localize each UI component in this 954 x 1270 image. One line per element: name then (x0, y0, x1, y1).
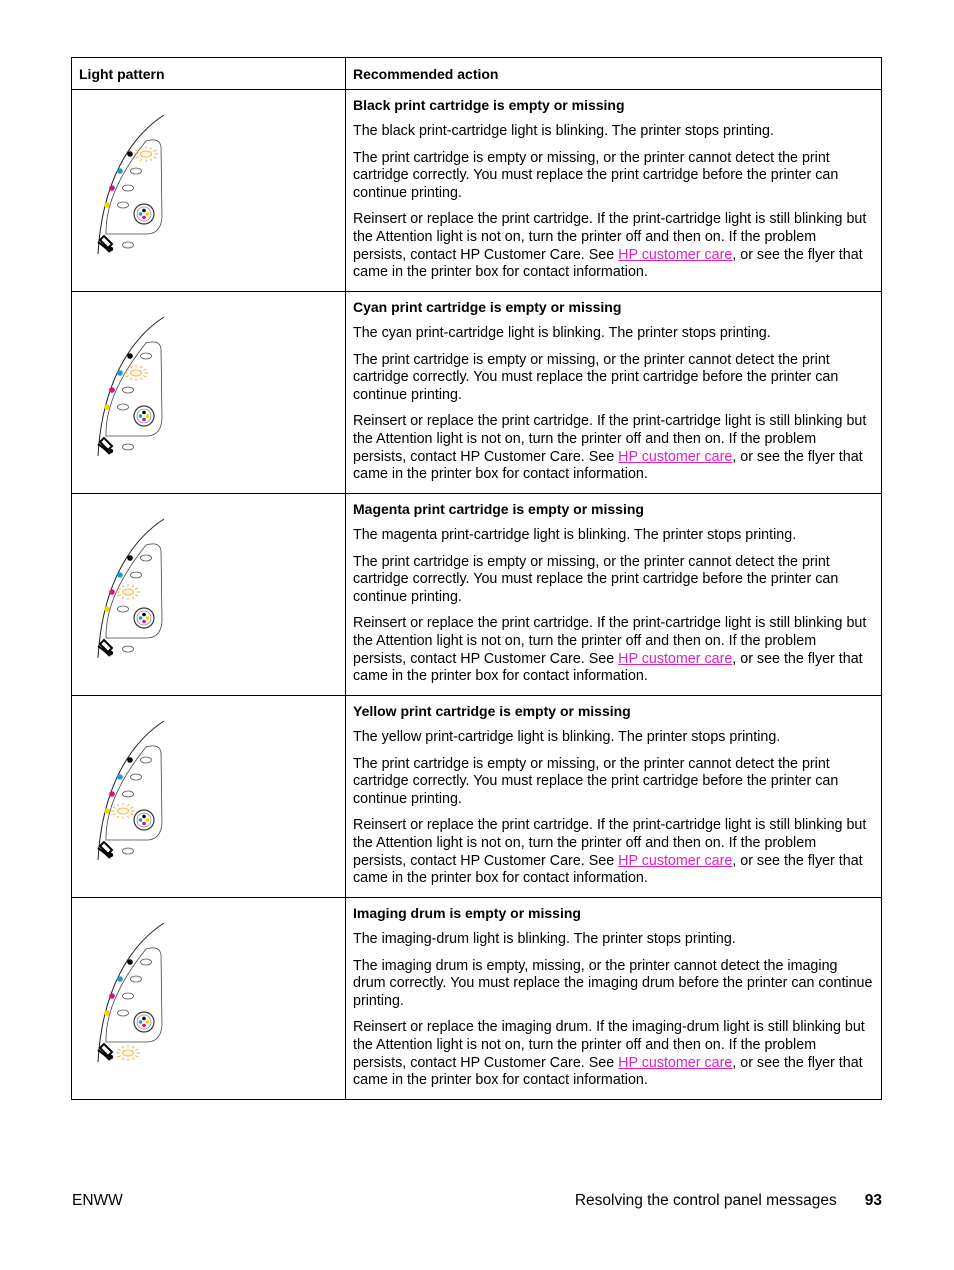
cyan-cartridge-light (131, 168, 142, 174)
condition-description: The black print-cartridge light is blinking. The printer stops printing. (353, 123, 774, 139)
yellow-dot-icon (104, 1010, 110, 1016)
remedy-text: Reinsert or replace the print cartridge. If the print-cartridge light is still blinking but the Attention light is not on, turn the printer off and then on. If the problem persists, contact HP Customer Care. See (353, 211, 867, 263)
condition-title: Magenta print cartridge is empty or missing (353, 501, 644, 517)
yellow-dot-icon (104, 202, 110, 208)
cyan-dot-icon (117, 168, 123, 174)
condition-explanation: The imaging drum is empty, missing, or the printer cannot detect the imaging drum correctly. You must replace the imaging drum before the printer can continue printing. (353, 957, 873, 1009)
black-dot-icon (127, 959, 133, 965)
remedy-text-end: , or see the flyer that came in the printer box for contact information. (353, 246, 863, 281)
cyan-cartridge-light (131, 976, 142, 982)
condition-remedy (353, 817, 873, 887)
light-pattern-cell (72, 90, 346, 292)
cyan-cartridge-light (131, 774, 142, 780)
condition-remedy (353, 413, 873, 483)
magenta-cartridge-light (123, 791, 134, 797)
color-cartridge-button-icon (134, 406, 154, 426)
control-panel-illustration (90, 718, 200, 868)
light-pattern-cell (72, 292, 346, 494)
footer-section: Resolving the control panel messages (574, 1192, 837, 1209)
color-cartridge-button-icon (134, 810, 154, 830)
black-dot-icon (127, 151, 133, 157)
recommended-action-cell (346, 90, 882, 292)
magenta-cartridge-light (123, 185, 134, 191)
yellow-cartridge-light (118, 404, 129, 410)
imaging-drum-icon (98, 1044, 113, 1060)
hp-customer-care-link[interactable]: HP customer care (618, 852, 733, 869)
color-cartridge-button-icon (134, 608, 154, 628)
black-cartridge-light (141, 353, 152, 359)
condition-explanation: The print cartridge is empty or missing, or the printer cannot detect the print cartridge correctly. You must replace the print cartridge before the printer can continue printing. (353, 351, 839, 403)
color-cartridge-button-icon (134, 204, 154, 224)
condition-explanation: The print cartridge is empty or missing, or the printer cannot detect the print cartridge correctly. You must replace the print cartridge before the printer can continue printing. (353, 755, 839, 807)
black-cartridge-light (141, 757, 152, 763)
imaging-drum-light (123, 848, 134, 854)
imaging-drum-icon (98, 640, 113, 656)
condition-remedy (353, 615, 873, 685)
table-header-row (72, 58, 882, 90)
magenta-cartridge-light (123, 387, 134, 393)
table-row (72, 898, 882, 1100)
condition-title: Imaging drum is empty or missing (353, 905, 581, 921)
imaging-drum-light (123, 444, 134, 450)
cyan-dot-icon (117, 370, 123, 376)
cyan-dot-icon (117, 976, 123, 982)
condition-explanation: The print cartridge is empty or missing, or the printer cannot detect the print cartridge correctly. You must replace the print cartridge before the printer can continue printing. (353, 149, 839, 201)
black-cartridge-light (141, 555, 152, 561)
black-dot-icon (127, 353, 133, 359)
recommended-action-cell (346, 494, 882, 696)
yellow-dot-icon (104, 808, 110, 814)
recommended-action-cell (346, 696, 882, 898)
imaging-drum-light (116, 1045, 140, 1061)
black-dot-icon (127, 757, 133, 763)
recommended-action-cell (346, 292, 882, 494)
table-row (72, 90, 882, 292)
imaging-drum-icon (98, 236, 113, 252)
magenta-dot-icon (109, 387, 115, 393)
yellow-cartridge-light (118, 606, 129, 612)
imaging-drum-icon (98, 438, 113, 454)
hp-customer-care-link[interactable]: HP customer care (618, 650, 733, 667)
light-pattern-cell (72, 898, 346, 1100)
light-pattern-table (71, 57, 882, 1100)
footer-right (575, 1192, 882, 1210)
condition-remedy (353, 211, 873, 281)
condition-title: Black print cartridge is empty or missing (353, 97, 625, 113)
magenta-cartridge-light (123, 993, 134, 999)
cyan-dot-icon (117, 774, 123, 780)
color-cartridge-button-icon (134, 1012, 154, 1032)
magenta-dot-icon (109, 589, 115, 595)
black-dot-icon (127, 555, 133, 561)
remedy-text-end: , or see the flyer that came in the printer box for contact information. (353, 448, 863, 483)
header-light-pattern: Light pattern (72, 58, 346, 90)
magenta-dot-icon (109, 993, 115, 999)
table-row (72, 292, 882, 494)
remedy-text: Reinsert or replace the print cartridge. If the print-cartridge light is still blinking but the Attention light is not on, turn the printer off and then on. If the problem persists, contact HP Customer Care. See (353, 615, 867, 667)
control-panel-illustration (90, 516, 200, 666)
cyan-dot-icon (117, 572, 123, 578)
condition-description: The cyan print-cartridge light is blinking. The printer stops printing. (353, 325, 771, 341)
footer-left: ENWW (72, 1192, 123, 1209)
table-row (72, 494, 882, 696)
condition-description: The imaging-drum light is blinking. The printer stops printing. (353, 931, 736, 947)
control-panel-illustration (90, 314, 200, 464)
hp-customer-care-link[interactable]: HP customer care (618, 1054, 733, 1071)
black-cartridge-light (141, 959, 152, 965)
hp-customer-care-link[interactable]: HP customer care (618, 448, 733, 465)
remedy-text: Reinsert or replace the print cartridge. If the print-cartridge light is still blinking but the Attention light is not on, turn the printer off and then on. If the problem persists, contact HP Customer Care. See (353, 817, 867, 869)
condition-title: Yellow print cartridge is empty or missing (353, 703, 631, 719)
table-row (72, 696, 882, 898)
magenta-dot-icon (109, 791, 115, 797)
recommended-action-cell (346, 898, 882, 1100)
remedy-text: Reinsert or replace the imaging drum. If the imaging-drum light is still blinking but the Attention light is not on, turn the printer off and then on. If the problem persists, contact HP Customer Care. See (353, 1019, 865, 1071)
yellow-dot-icon (104, 606, 110, 612)
condition-description: The magenta print-cartridge light is blinking. The printer stops printing. (353, 527, 797, 543)
yellow-cartridge-light (118, 1010, 129, 1016)
remedy-text-end: , or see the flyer that came in the printer box for contact information. (353, 1054, 863, 1089)
imaging-drum-light (123, 646, 134, 652)
condition-explanation: The print cartridge is empty or missing, or the printer cannot detect the print cartridge correctly. You must replace the print cartridge before the printer can continue printing. (353, 553, 839, 605)
light-pattern-cell (72, 494, 346, 696)
yellow-dot-icon (104, 404, 110, 410)
imaging-drum-icon (98, 842, 113, 858)
condition-title: Cyan print cartridge is empty or missing (353, 299, 622, 315)
control-panel-illustration (90, 112, 200, 262)
cyan-cartridge-light (131, 572, 142, 578)
header-recommended-action: Recommended action (346, 58, 882, 90)
yellow-cartridge-light (118, 202, 129, 208)
remedy-text-end: , or see the flyer that came in the printer box for contact information. (353, 852, 863, 887)
magenta-dot-icon (109, 185, 115, 191)
remedy-text-end: , or see the flyer that came in the printer box for contact information. (353, 650, 863, 685)
imaging-drum-light (123, 242, 134, 248)
control-panel-illustration (90, 920, 200, 1070)
condition-remedy (353, 1019, 873, 1089)
remedy-text: Reinsert or replace the print cartridge. If the print-cartridge light is still blinking but the Attention light is not on, turn the printer off and then on. If the problem persists, contact HP Customer Care. See (353, 413, 867, 465)
light-pattern-cell (72, 696, 346, 898)
page-number: 93 (864, 1192, 882, 1209)
hp-customer-care-link[interactable]: HP customer care (618, 246, 733, 263)
condition-description: The yellow print-cartridge light is blinking. The printer stops printing. (353, 729, 781, 745)
